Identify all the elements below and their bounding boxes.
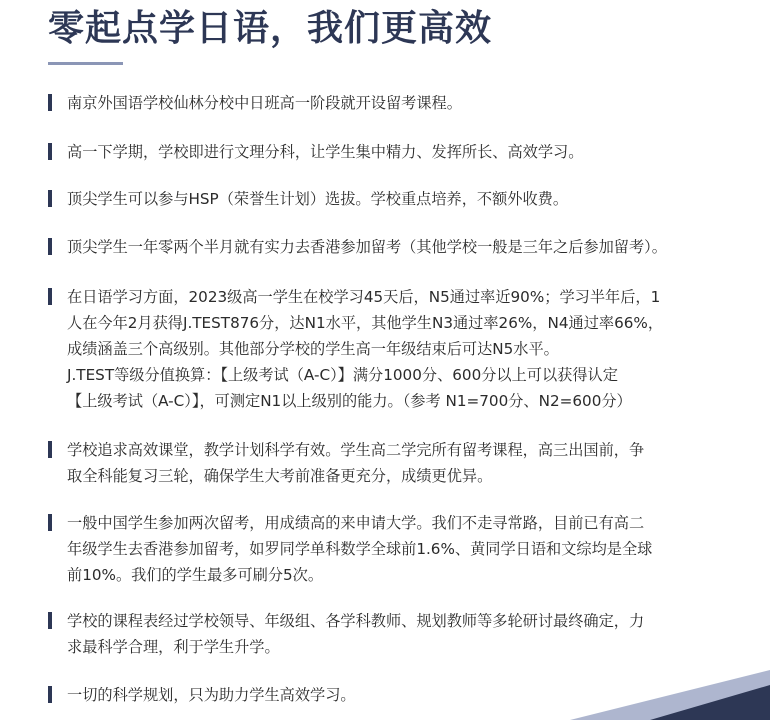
paragraph-line: 人在今年2月获得J.TEST876分，达N1水平，其他学生N3通过率26%，N4通过率66%， (67, 314, 664, 332)
paragraph-curriculum (48, 608, 738, 660)
paragraph-line: 学校的课程表经过学校领导、年级组、各学科教师、规划教师等多轮研讨最终确定，力 (67, 612, 645, 630)
bullet-bar (48, 288, 52, 305)
paragraph-line: 顶尖学生可以参与HSP（荣誉生计划）选拔。学校重点培养，不额外收费。 (67, 190, 569, 208)
paragraph-hsk-course (48, 90, 738, 116)
bullet-bar (48, 612, 52, 629)
paragraph-subject-split (48, 139, 738, 165)
paragraph-line: 成绩涵盖三个高级别。其他部分学校的学生高一年级结束后可达N5水平。 (67, 340, 559, 358)
paragraph-hongkong-exam (48, 234, 738, 260)
bullet-bar (48, 238, 52, 255)
paragraph-line: 在日语学习方面，2023级高一学生在校学习45天后，N5通过率近90%；学习半年后，1 (67, 288, 661, 306)
paragraph-line: 高一下学期，学校即进行文理分科，让学生集中精力、发挥所长、高效学习。 (67, 143, 584, 161)
paragraph-line: 一般中国学生参加两次留考，用成绩高的来申请大学。我们不走寻常路，目前已有高二 (67, 514, 645, 532)
bullet-bar (48, 190, 52, 207)
bullet-bar (48, 686, 52, 703)
paragraph-line: 求最科学合理，利于学生升学。 (67, 638, 280, 656)
paragraph-line: 学校追求高效课堂，教学计划科学有效。学生高二学完所有留考课程，高三出国前，争 (67, 441, 645, 459)
paragraph-japanese-results (48, 284, 738, 414)
paragraph-efficient-class (48, 437, 738, 489)
paragraph-line: 年级学生去香港参加留考，如罗同学单科数学全球前1.6%、黄同学日语和文综均是全球 (67, 540, 653, 558)
bullet-bar (48, 441, 52, 458)
corner-decoration (510, 660, 770, 720)
paragraph-line: 取全科能复习三轮，确保学生大考前准备更充分，成绩更优异。 (67, 467, 493, 485)
title-underline (48, 62, 123, 65)
paragraph-line: 【上级考试（A-C）】，可测定N1以上级别的能力。（参考 N1=700分、N2=600分） (67, 392, 632, 410)
paragraph-line: 前10%。我们的学生最多可刷分5次。 (67, 566, 324, 584)
paragraph-line: 一切的科学规划，只为助力学生高效学习。 (67, 686, 356, 704)
paragraph-line: J.TEST等级分值换算：【上级考试（A-C）】满分1000分、600分以上可以获得认定 (67, 366, 618, 384)
page-title: 零起点学日语，我们更高效 (48, 8, 493, 49)
bullet-bar (48, 514, 52, 531)
paragraph-line: 顶尖学生一年零两个半月就有实力去香港参加留考（其他学校一般是三年之后参加留考）。 (67, 238, 667, 256)
paragraph-exam-attempts (48, 510, 738, 588)
bullet-bar (48, 94, 52, 111)
paragraph-line: 南京外国语学校仙林分校中日班高一阶段就开设留考课程。 (67, 94, 462, 112)
bullet-bar (48, 143, 52, 160)
paragraph-hsp-program (48, 186, 738, 212)
